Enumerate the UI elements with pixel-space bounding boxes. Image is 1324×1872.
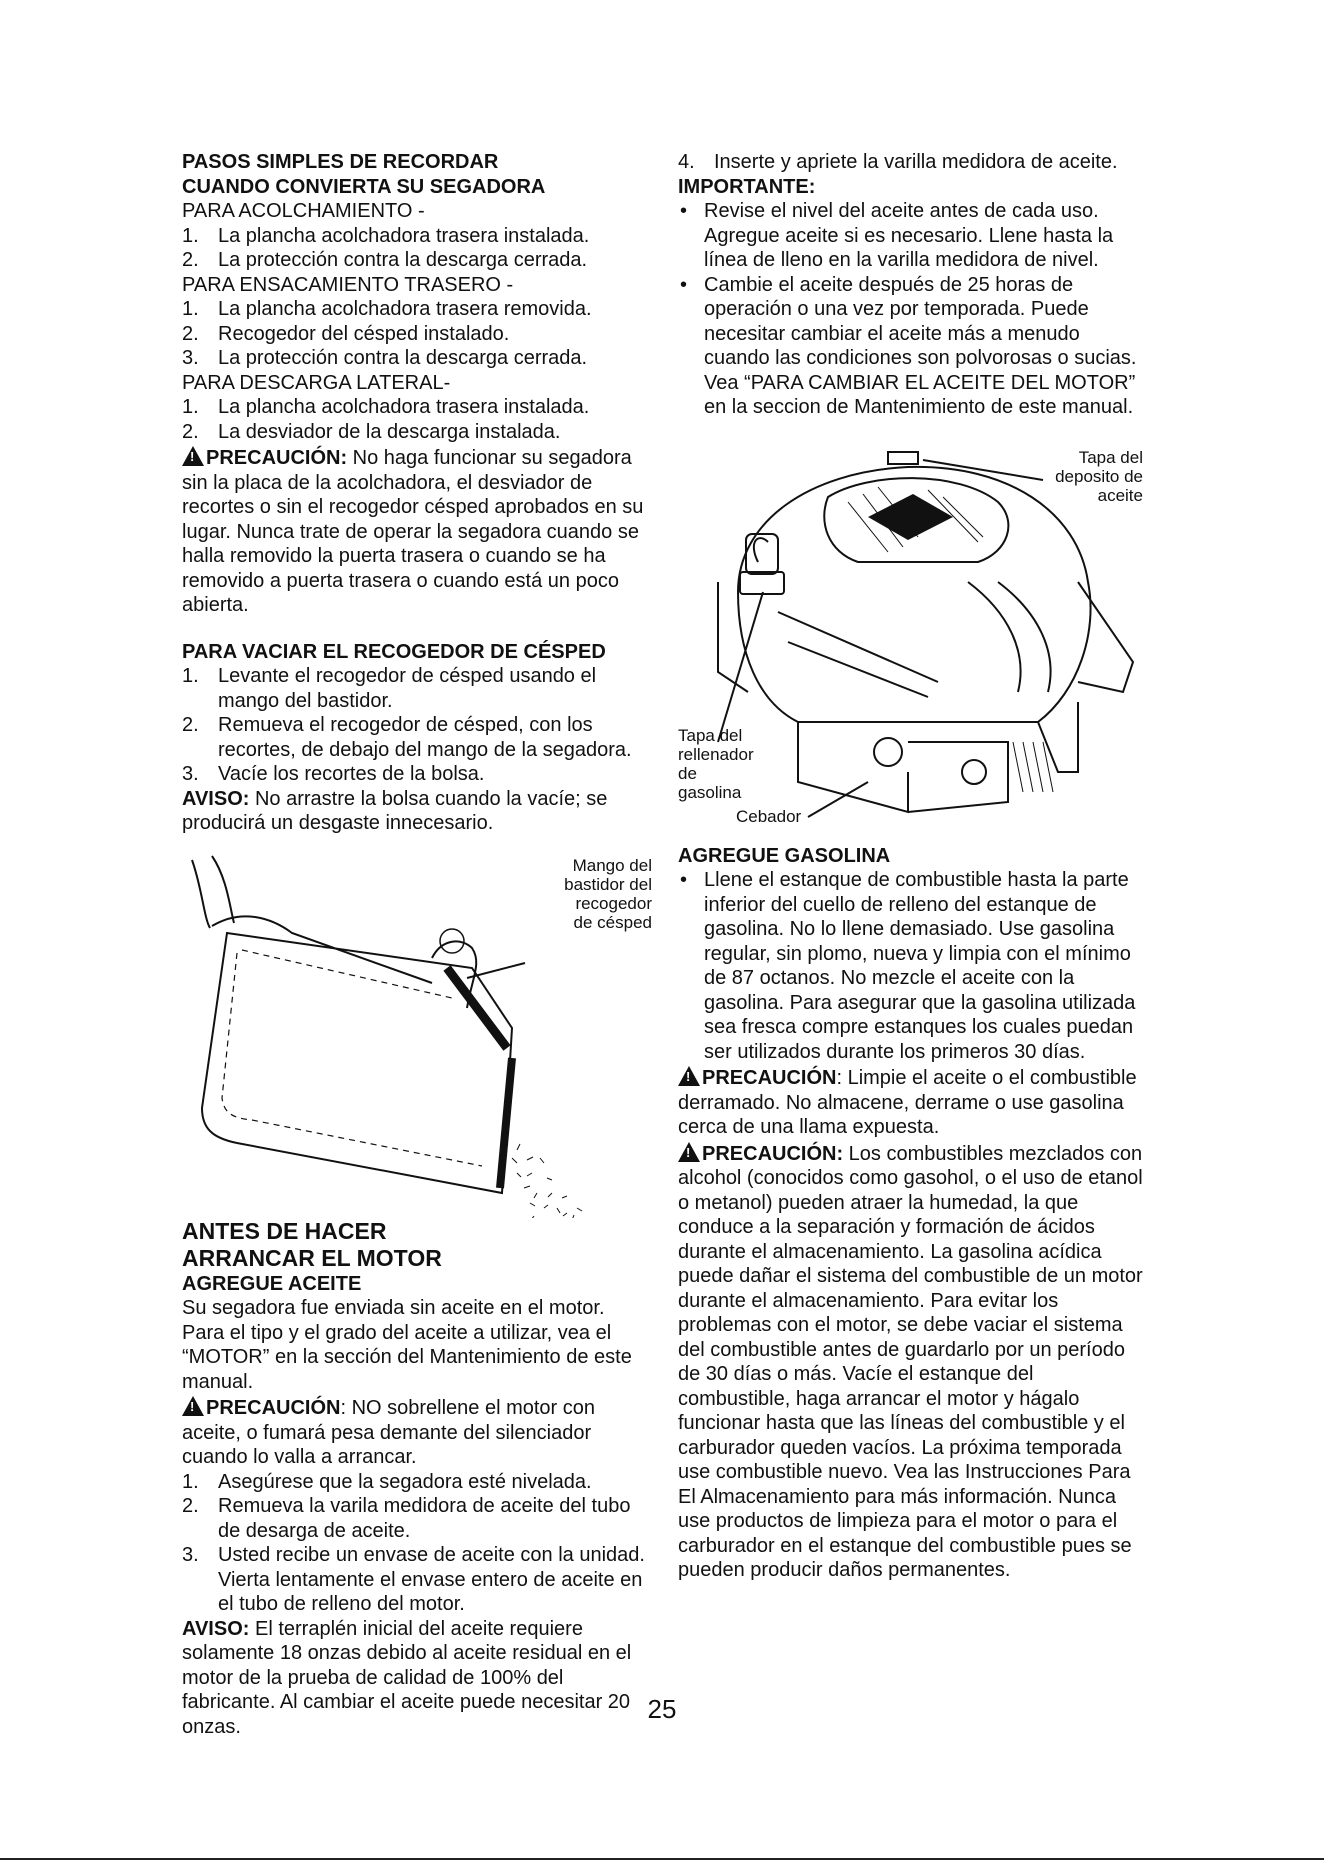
- grass-catcher-figure: [182, 848, 652, 1218]
- add-oil-title: AGREGUE ACEITE: [182, 1272, 362, 1295]
- mulch-list: [182, 224, 652, 273]
- catcher-handle-label: Mango del bastidor del recogedor de césped: [564, 855, 652, 932]
- warning-icon: [678, 1142, 700, 1162]
- oil-paragraph: Su segadora fue enviada sin aceite en el motor. Para el tipo y el grado del aceite a utilizar, vea el “MOTOR” en la sección del Mantenimiento de este manual.: [182, 1297, 632, 1393]
- list-item: 3. La protección contra la descarga cerrada.: [182, 347, 588, 369]
- gas-list: [678, 868, 1143, 1064]
- list-item: 2. Recogedor del césped instalado.: [182, 322, 510, 345]
- list-item: 3. Usted recibe un envase de aceite con la unidad. Vierta lentamente el envase entero de aceite en el tubo de relleno del motor.: [182, 1544, 645, 1615]
- notice-paragraph: AVISO: El terraplén inicial del aceite requiere solamente 18 onzas debido al aceite residual en el motor de la prueba de calidad de 100% del fabricante. Al cambiar el aceite puede necesitar 20 onzas.: [182, 1617, 632, 1738]
- list-item: • Cambie el aceite después de 25 horas de operación o una vez por temporada. Puede necesitar cambiar el aceite más a menudo cuando las condiciones son polvorosas o sucias. Vea “PARA CAMBIAR EL ACEITE DEL MOTOR” en la seccion de Mantenimiento de este manual.: [680, 273, 1137, 418]
- bullet-icon: •: [680, 200, 688, 222]
- before-start-subheading: ARRANCAR EL MOTOR: [182, 1244, 442, 1271]
- important-list: [678, 199, 1143, 420]
- bag-title: PARA ENSACAMIENTO TRASERO -: [182, 273, 514, 296]
- empty-bag-list: [182, 664, 652, 787]
- page-number: 25: [647, 1694, 677, 1724]
- bullet-icon: •: [680, 273, 688, 296]
- right-column: [678, 150, 1143, 1583]
- list-item: 1. Levante el recogedor de césped usando el mango del bastidor.: [182, 665, 597, 712]
- left-column: [182, 150, 652, 1739]
- caution-paragraph: !PRECAUCIÓN: Los combustibles mezclados con alcohol (conocidos como gasohol, o el uso de etanol o metanol) pueden atraer la humedad, la que conduce a la separación y formación de ácidos durante el almacenamiento. La gasolina acídica puede dañar el sistema del combustible de un motor durante el almacenamiento. Para evitar los problemas con el motor, se debe vaciar el sistema del combustible antes de guardarlo por un período de 30 días o más. Vacíe el estanque del combustible, haga arrancar el motor y hágalo funcionar hasta que las líneas del combustible y el carburador queden vacíos. La próxima temporada use combustible nuevo. Vea las Instrucciones Para El Almacenamiento para más información. Nunca use productos de limpieza para el motor o para el carburador en el estanque del combustible pues se pueden producir daños permanentes.: [678, 1140, 1143, 1583]
- list-item: 3. Vacíe los recortes de la bolsa.: [182, 763, 485, 785]
- caution-paragraph: !PRECAUCIÓN: No haga funcionar su segadora sin la placa de la acolchadora, el desviador de recortes o sin el recogedor césped aprobados en su lugar. Nunca trate de operar la segadora cuando se halla removido la puerta trasera o cuando se ha removido a puerta trasera o cuando está un poco abierta.: [182, 444, 652, 618]
- add-gas-title: AGREGUE GASOLINA: [678, 844, 891, 867]
- list-item: 1. La plancha acolchadora trasera instalada.: [182, 224, 590, 247]
- list-item: 2. Remueva el recogedor de césped, con los recortes, de debajo del mango de la segadora.: [182, 714, 632, 761]
- bullet-icon: •: [680, 869, 688, 891]
- oil-steps-list: [182, 1470, 652, 1617]
- notice-paragraph: AVISO: No arrastre la bolsa cuando la vacíe; se producirá un desgaste innecesario.: [182, 787, 608, 834]
- engine-figure: [678, 442, 1143, 830]
- oil-cap-label: Tapa del deposito de aceite: [1055, 447, 1143, 505]
- list-item: 2. La desviador de la descarga instalada.: [182, 420, 561, 443]
- warning-icon: [182, 446, 204, 466]
- side-discharge-list: [182, 395, 652, 444]
- oil-step-4: [678, 150, 1143, 175]
- section-subheading: CUANDO CONVIERTA SU SEGADORA: [182, 175, 546, 198]
- list-item: • Llene el estanque de combustible hasta la parte inferior del cuello de relleno del estanque de gasolina. No lo llene demasiado. Use gasolina regular, sin plomo, nueva y limpia con el mínimo de 87 octanos. No mezcle el aceite con la gasolina. Para asegurar que la gasolina utilizada sea fresca compre estanques los cuales puedan ser utilizados durante los primeros 30 días.: [680, 869, 1136, 1063]
- caution-paragraph: !PRECAUCIÓN: Limpie el aceite o el combustible derramado. No almacene, derrame o use gasolina cerca de una llama expuesta.: [678, 1064, 1143, 1140]
- list-item: 2. La protección contra la descarga cerrada.: [182, 249, 588, 271]
- warning-icon: [182, 1396, 204, 1416]
- important-title: IMPORTANTE:: [678, 175, 816, 198]
- bag-list: [182, 297, 652, 371]
- list-item: 2. Remueva la varila medidora de aceite del tubo de desarga de aceite.: [182, 1495, 631, 1542]
- warning-icon: [678, 1066, 700, 1086]
- caution-paragraph: !PRECAUCIÓN: NO sobrellene el motor con aceite, o fumará pesa demante del silenciador cuando lo valla a arrancar.: [182, 1394, 652, 1470]
- primer-label: Cebador: [736, 806, 802, 826]
- fuel-cap-label: Tapa del rellenador de gasolina: [678, 725, 754, 802]
- bottom-rule: [0, 1858, 1324, 1860]
- list-item: 1. La plancha acolchadora trasera removida.: [182, 298, 592, 320]
- list-item: 1. La plancha acolchadora trasera instalada.: [182, 396, 590, 418]
- before-start-heading: ANTES DE HACER: [182, 1217, 387, 1244]
- list-item: 1. Asegúrese que la segadora esté nivelada.: [182, 1470, 592, 1493]
- empty-bag-title: PARA VACIAR EL RECOGEDOR DE CÉSPED: [182, 640, 606, 663]
- side-discharge-title: PARA DESCARGA LATERAL-: [182, 371, 451, 394]
- list-item: • Revise el nivel del aceite antes de cada uso. Agregue aceite si es necesario. Llene hasta la línea de lleno en la varilla medidora de nivel.: [680, 200, 1114, 271]
- list-item: 4. Inserte y apriete la varilla medidora de aceite.: [678, 151, 1118, 173]
- mulch-title: PARA ACOLCHAMIENTO -: [182, 200, 425, 222]
- section-heading: PASOS SIMPLES DE RECORDAR: [182, 151, 499, 173]
